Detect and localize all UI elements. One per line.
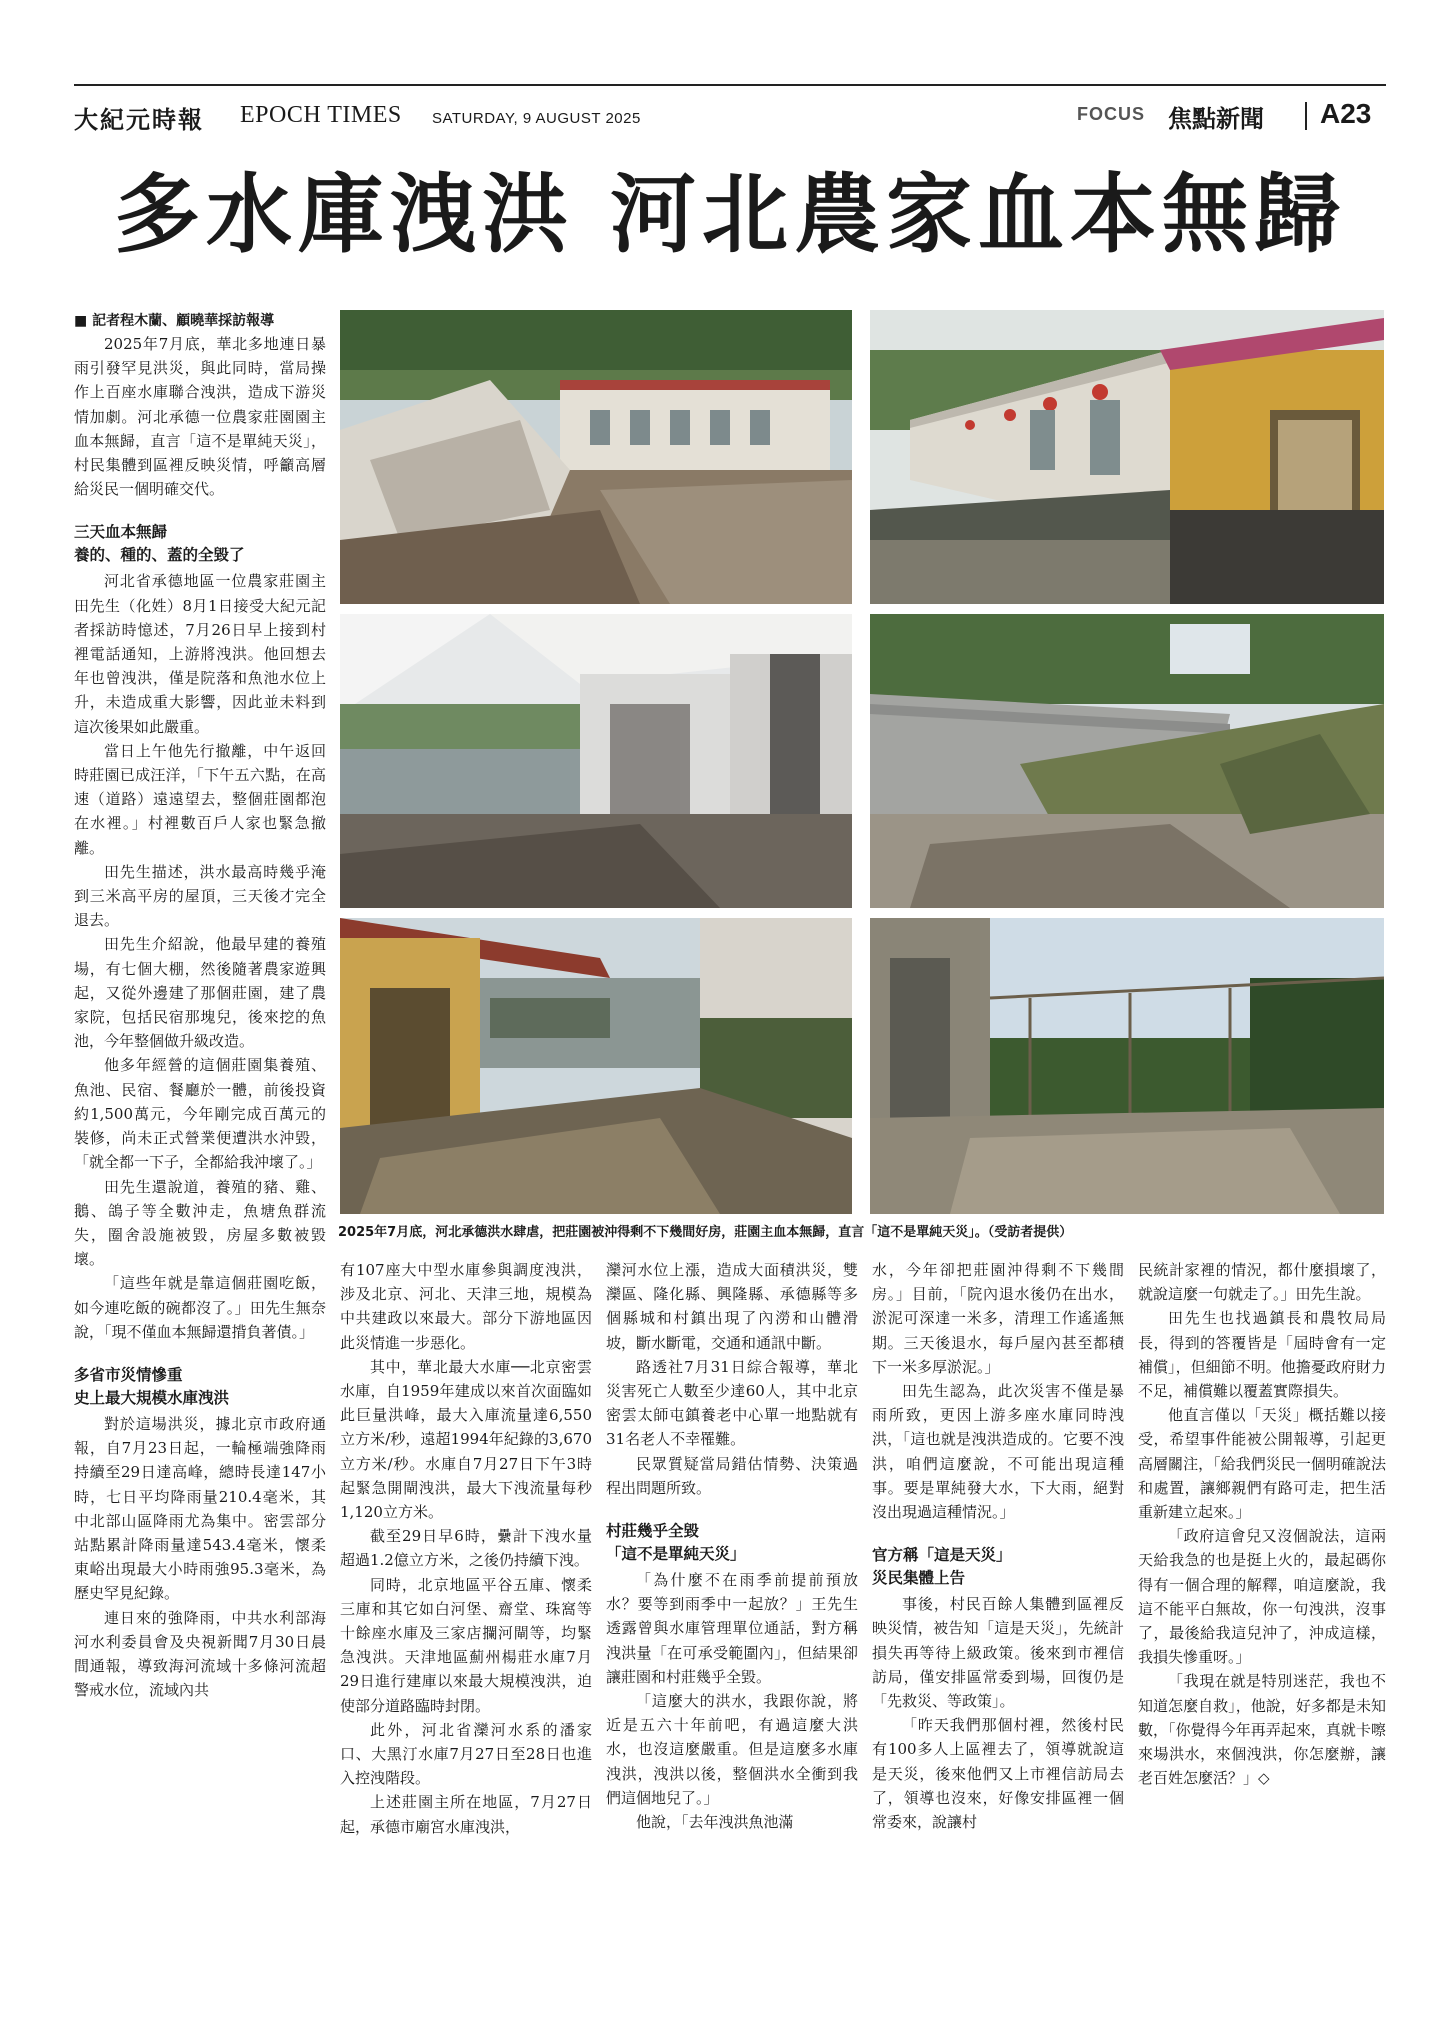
masthead-divider (1305, 102, 1307, 130)
collapsed-farmhouse-photo (340, 310, 852, 604)
wrecked-trellis-photo (870, 918, 1384, 1214)
section-name: 焦點新聞 (1168, 105, 1264, 133)
paragraph: 「這麼大的洪水，我跟你說，將近是五六十年前吧，有過這麼大洪水，也沒這麼嚴重。但是這麼多水庫洩洪，洩洪以後，整個洪水全衝到我們這個地兒了。」 (606, 1692, 858, 1807)
paragraph: 田先生認為，此次災害不僅是暴雨所致，更因上游多座水庫同時洩洪，「這也就是洩洪造成的。它要不洩洪，咱們這麼說，不可能出現這種事。要是單純發大水，下大雨，絕對沒出現過這種情況。」 (872, 1382, 1124, 1522)
photo-caption: 2025年7月底，河北承德洪水肆虐，把莊園被沖得剩不下幾間好房，莊園主血本無歸，直言「這不是單純天災」。（受訪者提供） (338, 1225, 1073, 1240)
paragraph: 有107座大中型水庫參與調度洩洪，涉及北京、河北、天津三地，規模為中共建政以來最大。部分下游地區因此災情進一步惡化。 (340, 1261, 592, 1352)
paragraph: 其中，華北最大水庫──北京密雲水庫，自1959年建成以來首次面臨如此巨量洪峰，最大入庫流量達6,550立方米/秒，遠超1994年紀錄的3,670立方米/秒。水庫自7月27日下午3時起緊急開閘洩洪，最大下洩流量每秒1,120立方米。 (340, 1357, 592, 1522)
subhead-3: 村莊幾乎全毀 「這不是單純天災」 (606, 1522, 746, 1564)
paragraph: 當日上午他先行撤離，中午返回時莊園已成汪洋，「下午五六點，在高速（道路）遠遠望去，整個莊園都泡在水裡。」村裡數百戶人家也緊急撤離。 (74, 741, 326, 857)
paragraph: 路透社7月31日綜合報導，華北災害死亡人數至少達60人，其中北京密雲太師屯鎮養老中心單一地點就有31名老人不幸罹難。 (606, 1357, 858, 1449)
paragraph: 「我現在就是特別迷茫，我也不知道怎麼自救」，他說，好多都是未知數，「你覺得今年再弄起來，真就卡嚓來場洪水，來個洩洪，你怎麼辦，讓老百姓怎麼活？」◇ (1138, 1672, 1386, 1788)
article-column-4 (872, 1258, 1124, 1834)
paragraph: 河北省承德地區一位農家莊園主田先生（化姓）8月1日接受大紀元記者採訪時憶述，7月26日早上接到村裡電話通知，上游將洩洪。他回想去年也曾洩洪，僅是院落和魚池水位上升，未造成重大影響，因此並未料到這次後果如此嚴重。 (74, 572, 326, 736)
intro-paragraphs (74, 332, 326, 501)
paragraph: 連日來的強降雨，中共水利部海河水利委員會及央視新聞7月30日晨間通報，導致海河流域十多條河流超警戒水位，流域內共 (74, 1608, 326, 1700)
paragraph: 「昨天我們那個村裡，然後村民有100多人上區裡去了，領導就說這是天災，後來他們又上市裡信訪局去了，領導也沒來，好像安排區裡一個常委來，說讓村 (872, 1716, 1124, 1832)
paragraph: 同時，北京地區平谷五庫、懷柔三庫和其它如白河堡、齋堂、珠窩等十餘座水庫及三家店攔河閘等，均緊急洩洪。天津地區薊州楊莊水庫7月29日進行建庫以來最大規模洩洪，迫使部分道路臨時封閉。 (340, 1575, 592, 1715)
subhead-4: 官方稱「這是天災」 災民集體上告 (872, 1546, 1012, 1588)
subhead-1: 三天血本無歸 養的、種的、蓋的全毀了 (74, 523, 245, 565)
paragraph: 田先生介紹說，他最早建的養殖場，有七個大棚，然後隨著農家遊興起，又從外邊建了那個莊園，建了農家院，包括民宿那塊兒，後來挖的魚池，今年整個做升級改造。 (74, 935, 326, 1051)
paragraph: 水，今年卻把莊園沖得剩不下幾間房。」目前，「院內退水後仍在出水，淤泥可深達一米多，清理工作遙遙無期。三天後退水，每戶屋內甚至都積下一米多厚淤泥。」 (872, 1261, 1124, 1376)
paragraph: 「這些年就是靠這個莊園吃飯，如今連吃飯的碗都沒了。」田先生無奈說，「現不僅血本無歸還揹負著債。」 (74, 1274, 326, 1341)
paragraph: 他說，「去年洩洪魚池滿 (636, 1813, 794, 1832)
article-column-1 (74, 310, 326, 1702)
masthead-rule (74, 84, 1386, 86)
river-through-doorway-photo (340, 614, 852, 908)
paragraph: 民眾質疑當局錯估情勢、決策過程出問題所致。 (606, 1454, 858, 1497)
muddy-stream-under-eaves-photo (340, 918, 852, 1214)
paragraph: 灤河水位上漲，造成大面積洪災，雙灤區、隆化縣、興隆縣、承德縣等多個縣城和村鎮出現了內澇和山體滑坡，斷水斷電，交通和通訊中斷。 (606, 1261, 858, 1352)
paragraph: 田先生也找過鎮長和農牧局局長，得到的答覆皆是「屆時會有一定補償」，但細節不明。他擔憂政府財力不足，補償難以覆蓋實際損失。 (1138, 1309, 1386, 1401)
paragraph: 截至29日早6時，纍計下洩水量超過1.2億立方米，之後仍持續下洩。 (340, 1527, 592, 1570)
paragraph: 事後，村民百餘人集體到區裡反映災情，被告知「這是天災」，先統計損失再等待上級政策。後來到市裡信訪局，僅安排區常委到場，回復仍是「先救災、等政策」。 (872, 1595, 1124, 1711)
subhead-2: 多省市災情慘重 史上最大規模水庫洩洪 (74, 1365, 230, 1407)
masthead-date: SATURDAY, 9 AUGUST 2025 (432, 110, 641, 127)
paragraph: 「政府這會兒又沒個說法，這兩天給我急的也是挺上火的，最起碼你得有一個合理的解釋，咱這麼說，我這不能平白無故，你一句洩洪，沒事了，最後給我這兒沖了，沖成這樣，我損失慘重呀。」 (1138, 1527, 1386, 1667)
byline: ■ 記者程木蘭、顧曉華採訪報導 (74, 313, 275, 329)
article-column-5 (1138, 1258, 1386, 1790)
article-column-3 (606, 1258, 858, 1834)
page-number: A23 (1320, 98, 1372, 129)
paragraph: 上述莊園主所在地區，7月27日起，承德市廟宮水庫洩洪， (340, 1793, 592, 1836)
paragraph: 田先生描述，洪水最高時幾乎淹到三米高平房的屋頂，三天後才完全退去。 (74, 862, 326, 930)
paragraph: 民統計家裡的情況，都什麼損壞了，就說這麼一句就走了。」田先生說。 (1138, 1261, 1386, 1304)
paragraph: 他多年經營的這個莊園集養殖、魚池、民宿、餐廳於一體，前後投資約1,500萬元，今年剛完成百萬元的裝修，尚未正式營業便遭洪水沖毀，「就全都一下子，全都給我沖壞了。」 (74, 1056, 326, 1172)
masthead-logo-cn: 大紀元時報 (74, 105, 204, 134)
paragraph: 對於這場洪災，據北京市政府通報，自7月23日起，一輪極端強降雨持續至29日達高峰，總時長達147小時，七日平均降雨量210.4毫米，其中北部山區降雨尤為集中。密雲部分站點累計降雨量達543.4毫米，懷柔東峪出現最大小時雨強95.3毫米，為歷史罕見紀錄。 (74, 1414, 326, 1603)
flooded-courtyard-photo (870, 310, 1384, 604)
page-headline: 多水庫洩洪 河北農家血本無歸 (114, 164, 1346, 265)
paragraph: 他直言僅以「天災」概括難以接受，希望事件能被公開報導，引起更高層關注，「給我們災民一個明確說法和處置，讓鄉親們有路可走，把生活重新建立起來。」 (1138, 1406, 1386, 1522)
section-focus-label: FOCUS (1077, 104, 1145, 124)
paragraph: 2025年7月底，華北多地連日暴雨引發罕見洪災，與此同時，當局操作上百座水庫聯合洩洪，造成下游災情加劇。河北承德一位農家莊園園主血本無歸，直言「這不是單純天災」，村民集體到區裡反映災情，呼籲高層給災民一個明確交代。 (74, 335, 326, 499)
debris-covered-roof-photo (870, 614, 1384, 908)
paragraph: 此外，河北省灤河水系的潘家口、大黑汀水庫7月27日至28日也進入控洩階段。 (340, 1720, 592, 1788)
paragraph: 「為什麼不在雨季前提前預放水？要等到雨季中一起放？」王先生透露曾與水庫管理單位通話，對方稱洩洪量「在可承受範圍內」，但結果卻讓莊園和村莊幾乎全毀。 (606, 1571, 858, 1686)
masthead-logo-en: EPOCH TIMES (240, 102, 402, 128)
article-column-2 (340, 1258, 592, 1839)
paragraph: 田先生還說道，養殖的豬、雞、鵝、鴿子等全數沖走，魚塘魚群流失，圈舍設施被毀，房屋多數被毀壞。 (74, 1177, 326, 1269)
